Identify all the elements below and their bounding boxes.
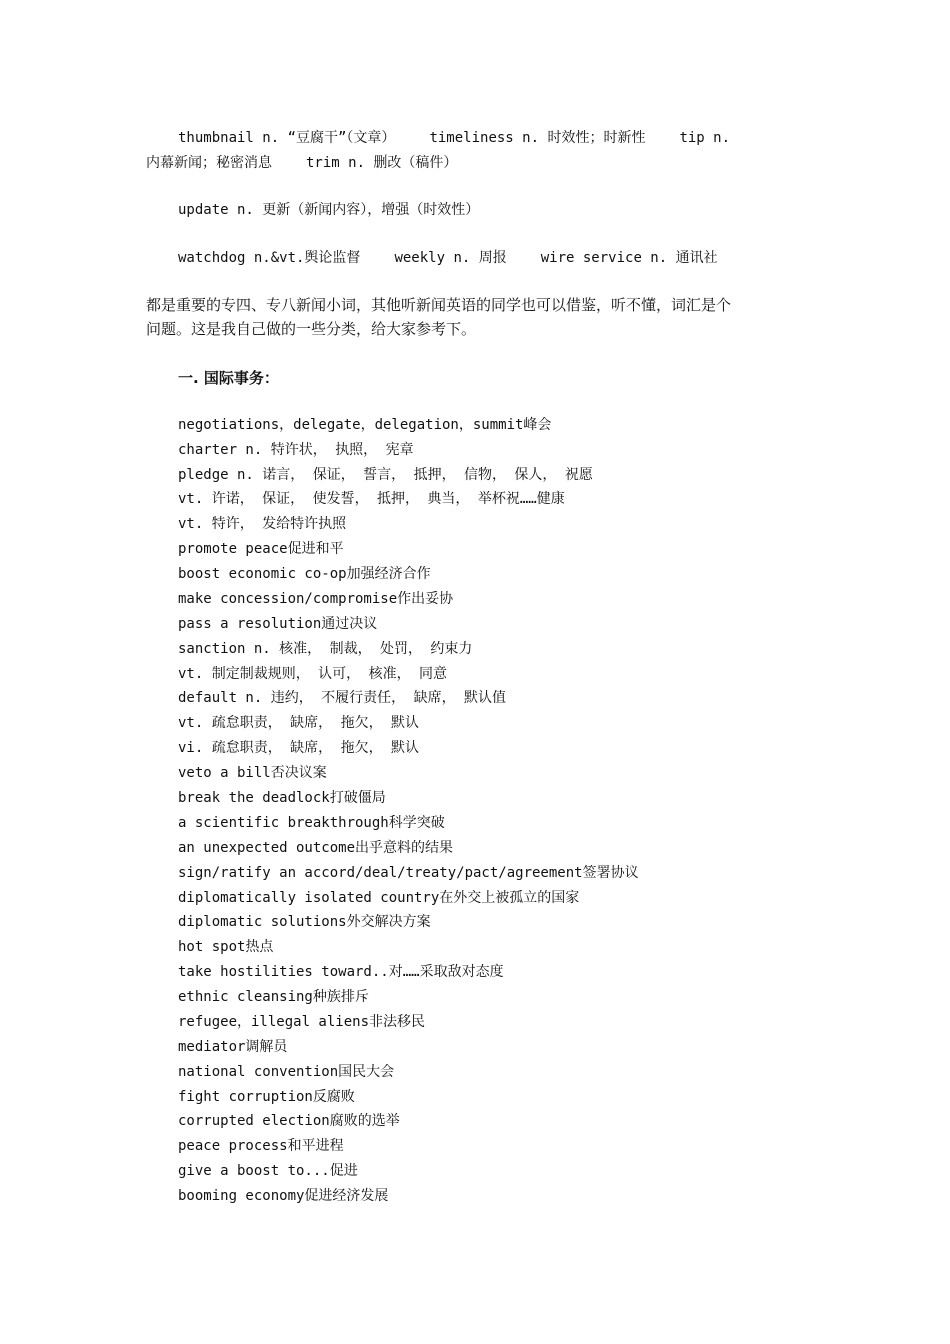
list-item: national convention国民大会 [178,1064,395,1080]
list-item: diplomatic solutions外交解决方案 [178,914,431,930]
glossary-line-3 [178,200,479,220]
list-item: promote peace促进和平 [178,541,344,557]
glossary-line-1 [178,128,730,148]
entry-tip-continued: 内幕新闻；秘密消息 [146,155,272,171]
list-item: fight corruption反腐败 [178,1089,355,1105]
list-item: negotiations，delegate，delegation，summit峰会 [178,417,552,433]
paragraph-line-2: 问题。这是我自己做的一些分类，给大家参考下。 [146,320,477,338]
list-item: an unexpected outcome出乎意料的结果 [178,840,454,856]
list-item: ethnic cleansing种族排斥 [178,989,369,1005]
entry-thumbnail: thumbnail n. “豆腐干”（文章） [178,130,396,146]
list-item: boost economic co-op加强经济合作 [178,566,431,582]
list-item: diplomatically isolated country在外交上被孤立的国家 [178,890,580,906]
list-item: default n. 违约， 不履行责任， 缺席， 默认值 [178,690,507,706]
list-item: sign/ratify an accord/deal/treaty/pact/agreement签署协议 [178,865,639,881]
entry-update: update n. 更新（新闻内容），增强（时效性） [178,202,480,218]
list-item: peace process和平进程 [178,1138,344,1154]
list-item: vt. 特许， 发给特许执照 [178,516,347,532]
list-item: vi. 疏怠职责， 缺席， 拖欠， 默认 [178,740,420,756]
entry-watchdog: watchdog n.&vt.舆论监督 [178,250,361,266]
list-item: a scientific breakthrough科学突破 [178,815,445,831]
list-item: veto a bill否决议案 [178,765,327,781]
list-item: vt. 许诺， 保证， 使发誓， 抵押， 典当， 举杯祝……健康 [178,491,565,507]
list-item: vt. 疏怠职责， 缺席， 拖欠， 默认 [178,715,420,731]
list-item: hot spot热点 [178,939,274,955]
list-item: take hostilities toward..对……采取敌对态度 [178,964,504,980]
list-item: refugee，illegal aliens非法移民 [178,1014,426,1030]
list-item: mediator调解员 [178,1039,288,1055]
glossary-line-2 [146,153,457,173]
entry-wire-service: wire service n. 通讯社 [540,250,718,266]
entry-trim: trim n. 删改（稿件） [306,155,458,171]
list-item: break the deadlock打破僵局 [178,790,386,806]
list-item: pass a resolution通过决议 [178,616,378,632]
entry-tip: tip n. [679,130,731,146]
list-item: vt. 制定制裁规则， 认可， 核准， 同意 [178,666,448,682]
list-item: corrupted election腐败的选举 [178,1113,400,1129]
list-item: make concession/compromise作出妥协 [178,591,454,607]
list-item: booming economy促进经济发展 [178,1188,389,1204]
glossary-line-4 [178,248,718,268]
list-item: pledge n. 诺言， 保证， 誓言， 抵押， 信物， 保人， 祝愿 [178,467,593,483]
list-item: sanction n. 核准， 制裁， 处罚， 约束力 [178,641,473,657]
list-item: give a boost to...促进 [178,1163,358,1179]
list-item: charter n. 特许状， 执照， 宪章 [178,442,414,458]
entry-weekly: weekly n. 周报 [394,250,507,266]
paragraph-line-1: 都是重要的专四、专八新闻小词，其他听新闻英语的同学也可以借鉴，听不懂，词汇是个 [146,296,732,314]
entry-timeliness: timeliness n. 时效性；时新性 [429,130,646,146]
section-heading: 一. 国际事务： [178,369,279,387]
